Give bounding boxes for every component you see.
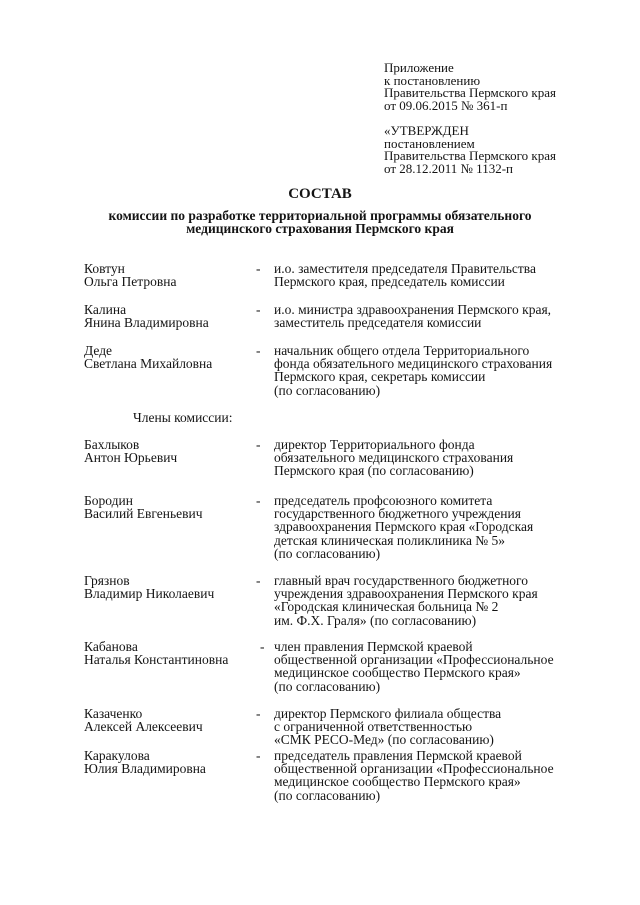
role-description (274, 640, 624, 693)
surname: Кабанова (84, 639, 138, 654)
dash-separator: - (256, 302, 261, 317)
role-line: и.о. министра здравоохранения Пермского края, (274, 302, 552, 317)
role-description (274, 494, 624, 560)
role-line: директор Пермского филиала общества (274, 706, 502, 721)
approved-block (384, 125, 556, 175)
role-line: директор Территориального фонда (274, 437, 475, 452)
role-description (274, 344, 624, 397)
person-name (84, 303, 209, 329)
surname: Каракулова (84, 748, 150, 763)
role-line: заместитель председателя комиссии (274, 315, 482, 331)
role-line: главный врач государственного бюджетного (274, 573, 529, 588)
role-line: фонда обязательного медицинского страхования (274, 356, 553, 372)
given-names: Наталья Константиновна (84, 652, 229, 668)
role-description (274, 438, 624, 478)
role-line: (по согласованию) (274, 382, 381, 398)
approved-line: от 28.12.2011 № 1132-п (384, 160, 513, 176)
given-names: Ольга Петровна (84, 274, 177, 290)
subtitle-line: комиссии по разработке территориальной программы обязательного (108, 208, 532, 223)
surname: Бородин (84, 493, 133, 508)
role-description (274, 262, 624, 288)
role-line: (по согласованию) (274, 787, 381, 803)
role-line: детская клиническая поликлиника № 5» (274, 532, 506, 548)
surname: Калина (84, 302, 127, 317)
role-line: Пермского края, секретарь комиссии (274, 369, 486, 385)
approved-line: Правительства Пермского края (384, 148, 556, 164)
surname: Казаченко (84, 706, 143, 721)
dash-separator: - (256, 261, 261, 276)
members-heading: Члены комиссии: (133, 410, 233, 425)
person-name (84, 344, 212, 370)
role-line: Пермского края, председатель комиссии (274, 274, 505, 290)
dash-separator: - (256, 748, 261, 763)
role-line: председатель правления Пермской краевой (274, 748, 522, 763)
given-names: Светлана Михайловна (84, 356, 213, 372)
role-line: «Городская клиническая больница № 2 (274, 599, 499, 615)
surname: Ковтун (84, 261, 125, 276)
annex-line: Приложение (384, 60, 454, 75)
role-line: Пермского края (по согласованию) (274, 463, 474, 479)
given-names: Антон Юрьевич (84, 450, 178, 466)
role-description (274, 303, 624, 329)
role-line: учреждения здравоохранения Пермского края (274, 586, 538, 602)
dash-separator: - (256, 437, 261, 452)
role-line: государственного бюджетного учреждения (274, 506, 521, 522)
surname: Грязнов (84, 573, 130, 588)
role-line: обязательного медицинского страхования (274, 450, 514, 466)
role-line: медицинское сообщество Пермского края» (274, 774, 521, 790)
person-name (84, 640, 228, 666)
surname: Деде (84, 343, 113, 358)
person-name (84, 438, 177, 464)
role-line: общественной организации «Профессиональное (274, 761, 554, 777)
role-line: «СМК РЕСО-Мед» (по согласованию) (274, 732, 494, 748)
document-subtitle (0, 209, 640, 235)
surname: Бахлыков (84, 437, 140, 452)
person-name (84, 574, 214, 600)
annex-block (384, 62, 556, 112)
dash-separator: - (256, 706, 261, 721)
role-line: и.о. заместителя председателя Правительства (274, 261, 536, 276)
dash-separator: - (256, 343, 261, 358)
role-line: общественной организации «Профессиональное (274, 652, 554, 668)
role-line: с ограниченной ответственностью (274, 719, 473, 735)
dash-separator: - (260, 639, 265, 654)
role-line: им. Ф.Х. Граля» (по согласованию) (274, 612, 477, 628)
approved-line: постановлением (384, 135, 475, 151)
role-line: (по согласованию) (274, 678, 381, 694)
role-description (274, 707, 624, 747)
dash-separator: - (256, 493, 261, 508)
person-name (84, 262, 176, 288)
role-line: медицинское сообщество Пермского края» (274, 665, 521, 681)
person-name (84, 494, 203, 520)
annex-line: к постановлению (384, 72, 481, 88)
annex-line: от 09.06.2015 № 361-п (384, 97, 508, 113)
role-line: здравоохранения Пермского края «Городская (274, 519, 534, 535)
given-names: Алексей Алексеевич (84, 719, 203, 735)
annex-line: Правительства Пермского края (384, 85, 556, 101)
role-description (274, 749, 624, 802)
given-names: Янина Владимировна (84, 315, 209, 331)
dash-separator: - (256, 573, 261, 588)
role-line: председатель профсоюзного комитета (274, 493, 493, 508)
given-names: Василий Евгеньевич (84, 506, 203, 522)
role-line: член правления Пермской краевой (274, 639, 473, 654)
role-line: (по согласованию) (274, 545, 381, 561)
given-names: Юлия Владимировна (84, 761, 206, 777)
person-name (84, 707, 203, 733)
approved-line: «УТВЕРЖДЕН (384, 123, 469, 138)
document-title: СОСТАВ (288, 186, 352, 202)
given-names: Владимир Николаевич (84, 586, 215, 602)
role-description (274, 574, 624, 627)
person-name (84, 749, 206, 775)
subtitle-line: медицинского страхования Пермского края (186, 221, 454, 236)
role-line: начальник общего отдела Территориального (274, 343, 530, 358)
